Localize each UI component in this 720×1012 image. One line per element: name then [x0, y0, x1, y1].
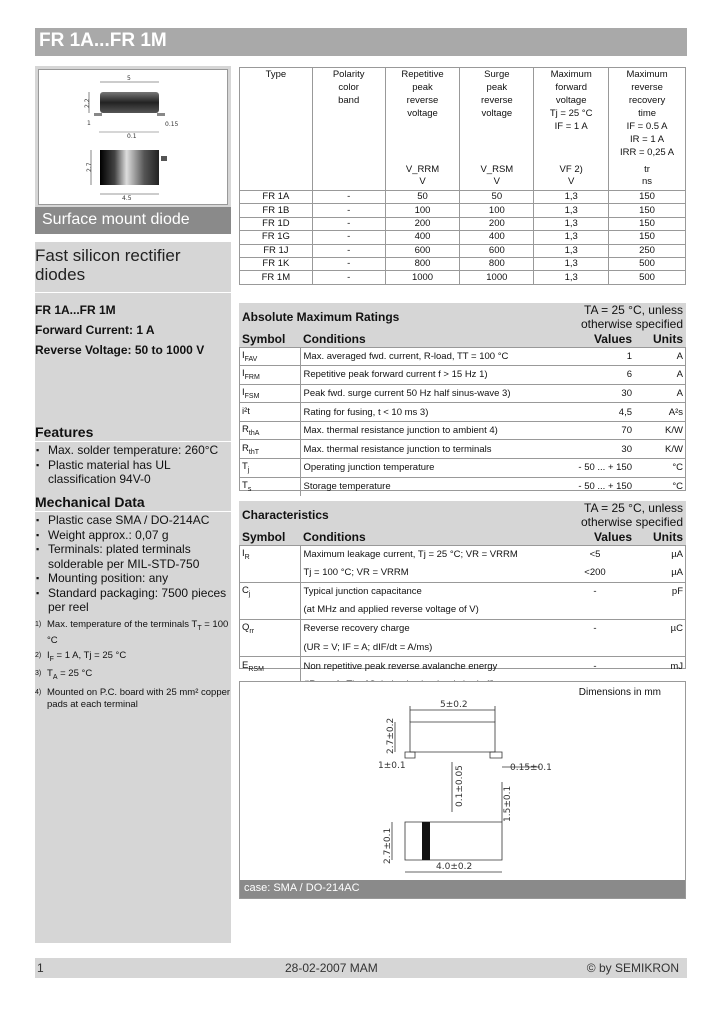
table-row — [240, 244, 686, 257]
header-polarity: Polarity color band — [312, 68, 385, 191]
table-cell: 600 — [385, 244, 460, 257]
symbol-cell: $I_{FSM}$ — [239, 384, 300, 403]
characteristics-condition: TA = 25 °C, unless otherwise specified — [555, 501, 686, 529]
footnote: 3) $T_A = 25$ °C — [35, 668, 93, 682]
svg-text:0.15±0.1: 0.15±0.1 — [510, 763, 552, 773]
svg-text:1: 1 — [87, 120, 91, 127]
condition-cell: Max. averaged fwd. current, R-load, TT = 100 °C — [300, 347, 555, 366]
table-cell: - — [312, 244, 385, 257]
table-row — [239, 384, 686, 403]
package-type-label: Surface mount diode — [35, 207, 231, 234]
dimensions-label: Dimensions in mm — [578, 687, 661, 698]
symbol-cell: $T_s$ — [239, 477, 300, 496]
table-cell: - — [312, 217, 385, 230]
condition-cell: Max. thermal resistance junction to ambient 4) — [300, 421, 555, 440]
unit-cell: A — [635, 366, 686, 385]
list-item: ▪ Mounting position: any — [35, 571, 231, 586]
list-item: ▪ Terminals: plated terminals solderable per MIL-STD-750 — [35, 542, 231, 571]
unit-cell: mJ — [635, 657, 686, 676]
value-cell: - 50 ... + 150 — [555, 459, 635, 478]
forward-current: Forward Current: 1 A — [35, 323, 155, 337]
table-row — [239, 403, 686, 422]
list-item: ▪ Plastic case SMA / DO-214AC — [35, 513, 231, 528]
footer — [35, 958, 687, 978]
table-cell: 100 — [385, 204, 460, 217]
symbol-cell: $I_{FRM}$ — [239, 366, 300, 385]
value-cell: - 50 ... + 150 — [555, 477, 635, 496]
table-row — [240, 217, 686, 230]
table-cell: 200 — [385, 217, 460, 230]
svg-text:2.7: 2.7 — [86, 162, 93, 172]
table-cell: FR 1B — [240, 204, 313, 217]
svg-text:0.15: 0.15 — [165, 121, 179, 128]
features-title: Features — [35, 424, 94, 440]
table-row — [239, 477, 686, 496]
table-cell: 150 — [609, 231, 686, 244]
type-table — [239, 67, 686, 285]
table-row — [239, 459, 686, 478]
header-type: Type — [240, 68, 313, 191]
reverse-voltage: Reverse Voltage: 50 to 1000 V — [35, 343, 205, 357]
table-cell: - — [312, 257, 385, 270]
table-cell: 1000 — [460, 271, 534, 284]
unit-cell: µA — [635, 545, 686, 564]
title-bar — [35, 28, 687, 56]
symbol-cell: $E_{RSM}$ — [239, 657, 300, 676]
page-title: FR 1A...FR 1M — [39, 30, 167, 51]
svg-text:2.7±0.2: 2.7±0.2 — [386, 717, 396, 754]
table-cell: 150 — [609, 191, 686, 204]
value-cell — [555, 638, 635, 657]
product-heading: Fast silicon rectifier diodes — [35, 246, 181, 284]
svg-text:4.5: 4.5 — [122, 195, 132, 202]
header-vrsm: Surge peak reverse voltage V_RSM V — [460, 68, 534, 191]
condition-cell: Reverse recovery charge — [300, 619, 555, 638]
table-cell: 200 — [460, 217, 534, 230]
table-row — [239, 601, 686, 620]
svg-text:0.1±0.05: 0.1±0.05 — [455, 765, 465, 807]
list-item: ▪ Standard packaging: 7500 pieces per reel — [35, 586, 231, 615]
value-cell: 30 — [555, 384, 635, 403]
svg-text:1±0.1: 1±0.1 — [378, 761, 406, 771]
type-range: FR 1A...FR 1M — [35, 303, 116, 317]
package-drawing — [39, 70, 227, 204]
table-row — [240, 271, 686, 284]
table-cell: 1,3 — [534, 244, 609, 257]
condition-cell: Peak fwd. surge current 50 Hz half sinus-wave 3) — [300, 384, 555, 403]
ratings-title: Absolute Maximum Ratings — [239, 303, 555, 331]
mechanical-list — [35, 513, 231, 615]
footnote: 1) Max. temperature of the terminals $T_T = 100$ °C — [35, 619, 229, 647]
table-cell: 100 — [460, 204, 534, 217]
symbol-cell — [239, 601, 300, 620]
table-cell: 1,3 — [534, 257, 609, 270]
symbol-cell: $I_{FAV}$ — [239, 347, 300, 366]
table-cell: - — [312, 231, 385, 244]
table-row — [240, 191, 686, 204]
left-column — [35, 66, 231, 943]
unit-cell — [635, 601, 686, 620]
table-cell: 50 — [460, 191, 534, 204]
condition-cell: Non repetitive peak reverse avalanche energy — [300, 657, 555, 676]
unit-cell — [635, 638, 686, 657]
table-cell: 150 — [609, 204, 686, 217]
unit-cell: °C — [635, 459, 686, 478]
table-cell: 50 — [385, 191, 460, 204]
table-row — [239, 545, 686, 564]
list-item: ▪ Plastic material has UL classification 94V-0 — [35, 458, 231, 487]
features-list — [35, 443, 231, 487]
symbol-cell: $C_j$ — [239, 582, 300, 601]
table-cell: 1000 — [385, 271, 460, 284]
value-cell: - — [555, 657, 635, 676]
unit-cell: K/W — [635, 440, 686, 459]
mechanical-title: Mechanical Data — [35, 494, 145, 510]
table-cell: FR 1D — [240, 217, 313, 230]
table-cell: 150 — [609, 217, 686, 230]
condition-cell: Tj = 100 °C; VR = VRRM — [303, 567, 409, 579]
table-row — [239, 440, 686, 459]
table-cell: 1,3 — [534, 204, 609, 217]
value-cell — [555, 601, 635, 620]
unit-cell: K/W — [635, 421, 686, 440]
table-row — [239, 564, 686, 583]
symbol-cell — [239, 638, 300, 657]
table-cell: 1,3 — [534, 217, 609, 230]
table-cell: - — [312, 271, 385, 284]
condition-cell: Max. thermal resistance junction to terminals — [300, 440, 555, 459]
table-cell: 800 — [385, 257, 460, 270]
table-cell: - — [312, 191, 385, 204]
table-row — [240, 257, 686, 270]
dimension-drawing — [240, 682, 685, 880]
condition-cell: Storage temperature — [300, 477, 555, 496]
footer-date: 28-02-2007 MAM — [285, 961, 378, 975]
table-row — [239, 638, 686, 657]
table-row — [239, 366, 686, 385]
header-trr: Maximum reverse recovery time IF = 0.5 A IR = 1 A IRR = 0,25 A tr ns — [609, 68, 686, 191]
table-cell: FR 1M — [240, 271, 313, 284]
table-row — [240, 231, 686, 244]
unit-cell: µC — [635, 619, 686, 638]
package-illustration — [38, 69, 228, 205]
list-item: ▪ Weight approx.: 0,07 g — [35, 528, 231, 543]
page-number: 1 — [37, 961, 44, 975]
dimensions-panel — [239, 681, 686, 899]
table-cell: 800 — [460, 257, 534, 270]
table-cell: 400 — [460, 231, 534, 244]
symbol-cell — [239, 564, 300, 583]
unit-cell: A — [635, 384, 686, 403]
table-cell: 1,3 — [534, 271, 609, 284]
svg-text:4.0±0.2: 4.0±0.2 — [436, 862, 473, 872]
svg-text:0.1: 0.1 — [127, 133, 137, 140]
condition-cell: (UR = V; IF = A; dIF/dt = A/ms) — [303, 641, 433, 653]
symbol-cell: $Q_{rr}$ — [239, 619, 300, 638]
svg-text:2.7±0.1: 2.7±0.1 — [383, 827, 393, 864]
condition-cell: Repetitive peak forward current f > 15 Hz 1) — [300, 366, 555, 385]
table-cell: FR 1A — [240, 191, 313, 204]
value-cell: - — [555, 582, 635, 601]
case-label: case: SMA / DO-214AC — [240, 880, 685, 898]
condition-cell: Typical junction capacitance — [300, 582, 555, 601]
symbol-cell: i²t — [239, 403, 300, 422]
table-cell: 500 — [609, 271, 686, 284]
footnotes — [35, 619, 231, 712]
characteristics-table: Characteristics TA = 25 °C, unless otherwise specified Symbol Conditions Values Units $I_R$ Maximum leakage current, Tj = 25 °C; VR = VRRM <5 µA Tj = 100 °C; VR = VRRM <200 µA $C_j$ Typical junction capacitance - pF (at MHz and applied reverse voltage of V) $Q_{rr}$ Reverse recovery charge - µC (UR = V; IF = A; dIF/dt = A/ms) $E_{RSM}$ Non repetitive peak reverse avalanche energy - mJ — [239, 501, 686, 694]
value-cell: - — [555, 619, 635, 638]
unit-cell: A²s — [635, 403, 686, 422]
table-row — [239, 421, 686, 440]
condition-cell: Maximum leakage current, Tj = 25 °C; VR = VRRM — [300, 545, 555, 564]
table-row — [239, 347, 686, 366]
condition-cell: Rating for fusing, t < 10 ms 3) — [300, 403, 555, 422]
table-row — [239, 619, 686, 638]
ratings-table: Absolute Maximum Ratings TA = 25 °C, unless otherwise specified Symbol Conditions Values Units $I_{FAV}$ Max. averaged fwd. current, R-load, TT = 100 °C 1 A $I_{FRM}$ Repetitive peak forward current f > 15 Hz 1) 6 A $I_{FSM}$ Peak fwd. surge current 50 Hz half sinus-wave 3) 30 A i²t Rating for fusing, t < 10 ms 3) 4,5 A²s $R_{thA}$ Max. thermal resistance junction to ambient 4) 70 K/W $R_{thT}$ Max. thermal resistance junction to terminals 30 K/W $T_j$ Operating junction temperature - 50 ... + 150 °C $T_s$ Storage temperature - 50 ... + 150 °C — [239, 303, 686, 496]
table-header-row — [240, 68, 686, 191]
value-cell: 1 — [555, 347, 635, 366]
symbol-cell: $R_{thA}$ — [239, 421, 300, 440]
table-cell: 1,3 — [534, 191, 609, 204]
table-row — [239, 657, 686, 676]
list-item: ▪ Max. solder temperature: 260°C — [35, 443, 231, 458]
table-cell: 500 — [609, 257, 686, 270]
table-cell: - — [312, 204, 385, 217]
characteristics-title: Characteristics — [239, 501, 555, 529]
copyright: © by SEMIKRON — [586, 961, 679, 975]
value-cell: 70 — [555, 421, 635, 440]
table-row — [239, 582, 686, 601]
footnote: 2) $I_F = 1$ A, Tj = 25 °C — [35, 649, 127, 663]
svg-text:5: 5 — [127, 75, 131, 82]
unit-cell: pF — [635, 582, 686, 601]
table-cell: 400 — [385, 231, 460, 244]
table-cell: 600 — [460, 244, 534, 257]
svg-text:5±0.2: 5±0.2 — [440, 700, 468, 710]
condition-cell: (at MHz and applied reverse voltage of V) — [303, 604, 479, 616]
footnote: 4) Mounted on P.C. board with 25 mm² copper pads at each terminal — [35, 686, 231, 711]
svg-text:1.5±0.1: 1.5±0.1 — [503, 785, 513, 822]
symbol-cell: $T_j$ — [239, 459, 300, 478]
value-cell: 4,5 — [555, 403, 635, 422]
table-cell: 1,3 — [534, 231, 609, 244]
symbol-cell: $I_R$ — [239, 545, 300, 564]
header-vrrm: Repetitive peak reverse voltage V_RRM V — [385, 68, 460, 191]
table-cell: FR 1J — [240, 244, 313, 257]
table-cell: FR 1G — [240, 231, 313, 244]
unit-cell: µA — [671, 567, 683, 579]
value-cell: <5 — [555, 545, 635, 564]
unit-cell: °C — [635, 477, 686, 496]
ratings-condition: TA = 25 °C, unless otherwise specified — [555, 303, 686, 331]
table-row — [240, 204, 686, 217]
symbol-cell: $R_{thT}$ — [239, 440, 300, 459]
header-vf: Maximum forward voltage Tj = 25 °C IF = 1 A VF 2) V — [534, 68, 609, 191]
svg-text:2.2: 2.2 — [84, 98, 91, 108]
table-cell: FR 1K — [240, 257, 313, 270]
value-cell: <200 — [584, 567, 606, 579]
value-cell: 30 — [555, 440, 635, 459]
unit-cell: A — [635, 347, 686, 366]
condition-cell: Operating junction temperature — [300, 459, 555, 478]
table-cell: 250 — [609, 244, 686, 257]
value-cell: 6 — [555, 366, 635, 385]
